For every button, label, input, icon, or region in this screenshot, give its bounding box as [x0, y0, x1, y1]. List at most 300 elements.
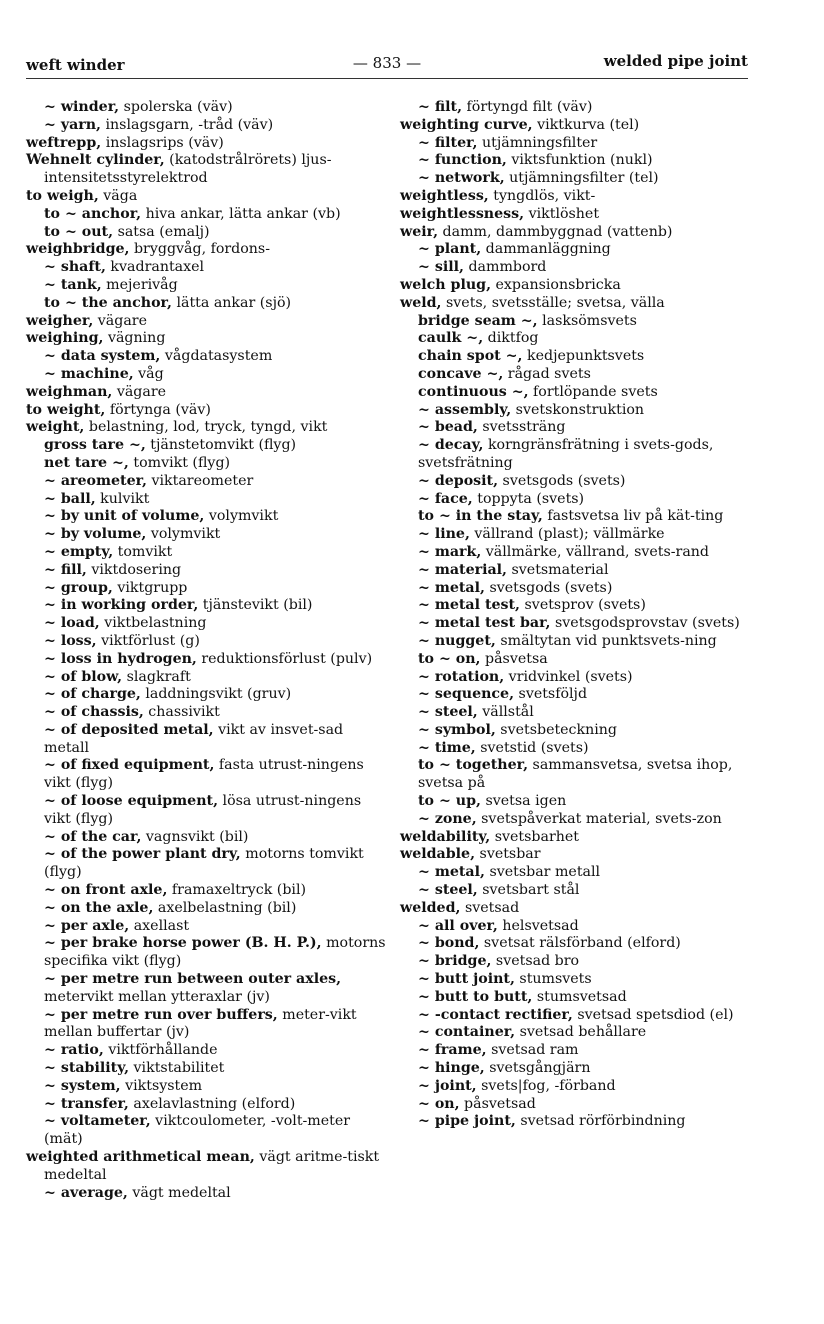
- entry-translation: diktfog: [483, 330, 539, 347]
- entry-headword: ~ assembly,: [418, 401, 512, 418]
- entry-headword: welded,: [400, 899, 461, 916]
- entry-translation: belastning, lod, tryck, tyngd, vikt: [84, 419, 328, 436]
- dictionary-entry: [400, 330, 760, 348]
- entry-headword: chain spot ~,: [418, 348, 523, 365]
- entry-headword: ~ decay,: [418, 437, 484, 454]
- dictionary-entry: [26, 846, 386, 882]
- dictionary-entry: [400, 846, 760, 864]
- entry-headword: bridge seam ~,: [418, 312, 538, 329]
- entry-translation: chassivikt: [143, 704, 220, 721]
- entry-translation: utjämningsfilter: [477, 134, 598, 151]
- dictionary-entry: [26, 1042, 386, 1060]
- entry-translation: svetsgångjärn: [484, 1060, 591, 1077]
- entry-translation: tjänstevikt (bil): [198, 597, 313, 614]
- dictionary-entry: [26, 1113, 386, 1149]
- entry-headword: to weight,: [26, 401, 106, 418]
- dictionary-entry: [400, 366, 760, 384]
- dictionary-entry: [400, 419, 760, 437]
- dictionary-entry: [26, 882, 386, 900]
- entry-headword: ~ face,: [418, 490, 473, 507]
- entry-translation: svetsprov (svets): [520, 597, 646, 614]
- dictionary-entry: [400, 918, 760, 936]
- entry-headword: ~ frame,: [418, 1042, 487, 1059]
- entry-headword: ~ on,: [418, 1095, 460, 1112]
- entry-headword: ~ on front axle,: [44, 882, 168, 899]
- entry-translation: viktsystem: [120, 1077, 203, 1094]
- entry-translation: viktbelastning: [99, 615, 207, 632]
- entry-translation: (katodstrålrörets) ljus-intensitetsstyrelektrod: [44, 152, 332, 187]
- entry-headword: to ~ out,: [44, 223, 114, 240]
- dictionary-entry: [400, 722, 760, 740]
- entry-translation: axelavlastning (elford): [128, 1095, 296, 1112]
- entry-headword: ~ bead,: [418, 419, 478, 436]
- entry-translation: svetsad spetsdiod (el): [572, 1006, 734, 1023]
- entry-translation: svets, svetsställe; svetsa, välla: [441, 294, 665, 311]
- entry-translation: toppyta (svets): [472, 490, 585, 507]
- entry-translation: lasksömsvets: [537, 312, 637, 329]
- entry-translation: meter-vikt mellan buffertar (jv): [44, 1006, 357, 1041]
- entry-headword: ~ metal test,: [418, 597, 521, 614]
- entry-translation: expansionsbricka: [491, 276, 621, 293]
- dictionary-entry: [26, 491, 386, 509]
- dictionary-entry: [26, 259, 386, 277]
- entry-headword: weigher,: [26, 312, 94, 329]
- dictionary-entry: [400, 1078, 760, 1096]
- dictionary-entry: [26, 473, 386, 491]
- dictionary-entry: [400, 1042, 760, 1060]
- entry-translation: svetsbarhet: [490, 828, 579, 845]
- dictionary-entry: [400, 1113, 760, 1131]
- entry-translation: kulvikt: [95, 490, 150, 507]
- entry-headword: ~ line,: [418, 526, 470, 543]
- dictionary-entry: [400, 437, 760, 473]
- dictionary-entry: [26, 437, 386, 455]
- dictionary-entry: [400, 704, 760, 722]
- dictionary-entry: [26, 206, 386, 224]
- entry-headword: weighing,: [26, 330, 104, 347]
- entry-headword: ~ of charge,: [44, 686, 141, 703]
- entry-headword: ~ ratio,: [44, 1042, 104, 1059]
- entry-translation: vägt aritme-tiskt medeltal: [44, 1149, 380, 1183]
- entry-translation: fasta utrust-ningens vikt (flyg): [44, 757, 364, 792]
- dictionary-entry: [26, 1096, 386, 1114]
- dictionary-entry: [26, 1149, 386, 1185]
- dictionary-entry: [400, 135, 760, 153]
- entry-translation: viktförhållande: [103, 1042, 218, 1059]
- entry-translation: volymvikt: [146, 526, 221, 543]
- entry-headword: ~ metal test bar,: [418, 615, 551, 632]
- dictionary-entry: [400, 473, 760, 491]
- dictionary-entry: [400, 580, 760, 598]
- entry-translation: metervikt mellan ytteraxlar (jv): [44, 988, 270, 1005]
- entry-translation: viktgrupp: [112, 579, 188, 596]
- entry-translation: smältytan vid punktsvets-ning: [495, 632, 717, 649]
- entry-translation: svetsad rörförbindning: [515, 1113, 686, 1130]
- dictionary-entry: [26, 793, 386, 829]
- dictionary-entry: [400, 686, 760, 704]
- entry-headword: to ~ anchor,: [44, 205, 142, 222]
- dictionary-entry: [400, 152, 760, 170]
- entry-translation: väga: [98, 187, 138, 204]
- entry-headword: ~ nugget,: [418, 632, 496, 649]
- entry-headword: ~ voltameter,: [44, 1113, 151, 1130]
- dictionary-entry: [26, 295, 386, 313]
- entry-headword: ~ loss,: [44, 632, 97, 649]
- entry-translation: viktcoulometer, -volt-meter (mät): [44, 1113, 351, 1148]
- entry-translation: vridvinkel (svets): [504, 668, 633, 685]
- entry-headword: ~ symbol,: [418, 721, 496, 738]
- entry-translation: mejerivåg: [101, 276, 178, 293]
- dictionary-entry: [400, 615, 760, 633]
- dictionary-entry: [400, 188, 760, 206]
- entry-headword: ~ deposit,: [418, 472, 499, 489]
- entry-translation: svetstid (svets): [475, 739, 589, 756]
- dictionary-entry: [400, 348, 760, 366]
- dictionary-entry: [26, 597, 386, 615]
- dictionary-entry: [26, 152, 386, 188]
- entry-headword: ~ network,: [418, 170, 505, 187]
- dictionary-entry: [400, 277, 760, 295]
- entry-headword: to ~ on,: [418, 650, 481, 667]
- entry-translation: viktförlust (g): [96, 632, 200, 649]
- entry-headword: ~ system,: [44, 1077, 121, 1094]
- dictionary-entry: [26, 1078, 386, 1096]
- entry-translation: svetsbar: [475, 846, 541, 863]
- entry-headword: ~ stability,: [44, 1060, 130, 1077]
- entry-headword: weir,: [400, 223, 439, 240]
- dictionary-entry: [26, 651, 386, 669]
- entry-headword: ~ group,: [44, 579, 113, 596]
- dictionary-entry: [26, 330, 386, 348]
- entry-headword: weldable,: [400, 846, 476, 863]
- entry-translation: vägare: [93, 312, 147, 329]
- entry-translation: våg: [133, 365, 164, 382]
- dictionary-entry: [400, 811, 760, 829]
- dictionary-entry: [26, 402, 386, 420]
- dictionary-entry: [400, 793, 760, 811]
- entry-translation: motorns tomvikt (flyg): [44, 846, 364, 881]
- entry-headword: ~ hinge,: [418, 1060, 485, 1077]
- entry-headword: ~ tank,: [44, 276, 102, 293]
- dictionary-entry: [400, 1060, 760, 1078]
- entry-headword: ~ per axle,: [44, 917, 130, 934]
- dictionary-entry: [26, 224, 386, 242]
- entry-headword: ~ steel,: [418, 882, 478, 899]
- entry-headword: weighman,: [26, 383, 113, 400]
- entry-headword: ~ on the axle,: [44, 899, 154, 916]
- dictionary-entry: [26, 686, 386, 704]
- header-rule: [26, 78, 748, 79]
- dictionary-entry: [26, 900, 386, 918]
- entry-headword: weldability,: [400, 828, 491, 845]
- entry-translation: rågad svets: [503, 365, 591, 382]
- entry-headword: gross tare ~,: [44, 437, 146, 454]
- entry-headword: continuous ~,: [418, 383, 529, 400]
- entry-translation: stumsvets: [514, 971, 592, 988]
- dictionary-entry: [400, 882, 760, 900]
- dictionary-entry: [400, 669, 760, 687]
- dictionary-entry: [26, 757, 386, 793]
- dictionary-entry: [26, 135, 386, 153]
- entry-translation: lösa utrust-ningens vikt (flyg): [44, 793, 362, 827]
- entry-headword: ~ areometer,: [44, 472, 147, 489]
- entry-headword: ~ average,: [44, 1184, 128, 1201]
- entry-headword: ~ of fixed equipment,: [44, 757, 215, 774]
- dictionary-entry: [400, 651, 760, 669]
- entry-headword: weftrepp,: [26, 134, 102, 151]
- header-guide-word-right: welded pipe joint: [603, 52, 748, 70]
- entry-headword: ~ sill,: [418, 259, 464, 276]
- entry-translation: svetsat rälsförband (elford): [479, 935, 681, 952]
- page-header: [26, 50, 748, 78]
- entry-headword: ~ -contact rectifier,: [418, 1006, 573, 1023]
- dictionary-entry: [26, 455, 386, 473]
- entry-headword: ~ time,: [418, 739, 476, 756]
- entry-headword: to ~ up,: [418, 793, 481, 810]
- dictionary-entry: [400, 971, 760, 989]
- entry-headword: weld,: [400, 294, 442, 311]
- entry-translation: viktdosering: [86, 561, 182, 578]
- entry-translation: bryggvåg, fordons-: [129, 241, 271, 258]
- dictionary-entry: [400, 1007, 760, 1025]
- entry-translation: svetsföljd: [514, 686, 588, 703]
- entry-headword: ~ yarn,: [44, 116, 101, 133]
- entry-headword: ~ mark,: [418, 543, 482, 560]
- entry-translation: påsvetsad: [459, 1095, 536, 1112]
- dictionary-entry: [26, 366, 386, 384]
- entry-headword: to weigh,: [26, 187, 99, 204]
- entry-translation: vällrand (plast); vällmärke: [469, 526, 665, 543]
- entry-translation: vägare: [112, 383, 167, 400]
- entry-translation: viktareometer: [146, 472, 254, 489]
- entry-translation: lätta ankar (sjö): [171, 294, 292, 311]
- dictionary-entry: [26, 918, 386, 936]
- entry-translation: svetsgods (svets): [498, 472, 626, 489]
- entry-translation: dammanläggning: [481, 241, 611, 258]
- dictionary-entry: [26, 580, 386, 598]
- entry-translation: svetsbart stål: [477, 882, 580, 899]
- entry-translation: vällmärke, vällrand, svets-rand: [481, 543, 710, 560]
- dictionary-entry: [400, 757, 760, 793]
- entry-translation: dammbord: [463, 259, 547, 276]
- entry-translation: svetsa igen: [480, 793, 567, 810]
- entry-translation: svetskonstruktion: [511, 401, 645, 418]
- entry-translation: vägt medeltal: [127, 1184, 231, 1201]
- entry-translation: förtynga (väv): [105, 401, 211, 418]
- dictionary-entry: [400, 900, 760, 918]
- dictionary-entry: [26, 277, 386, 295]
- dictionary-entry: [400, 597, 760, 615]
- entry-translation: svetsad ram: [486, 1042, 579, 1059]
- entry-translation: svetsad bro: [491, 953, 580, 970]
- entry-translation: slagkraft: [122, 668, 191, 685]
- dictionary-entry: [26, 241, 386, 259]
- entry-headword: ~ all over,: [418, 917, 498, 934]
- entry-headword: weightlessness,: [400, 205, 525, 222]
- entry-translation: helsvetsad: [497, 917, 579, 934]
- entry-headword: ~ of blow,: [44, 668, 123, 685]
- entry-translation: kvadrantaxel: [105, 259, 205, 276]
- dictionary-entry: [400, 633, 760, 651]
- entry-headword: ~ of loose equipment,: [44, 793, 219, 810]
- entry-headword: ~ of the power plant dry,: [44, 846, 241, 863]
- dictionary-entry: [400, 224, 760, 242]
- dictionary-entry: [26, 615, 386, 633]
- entry-headword: net tare ~,: [44, 454, 129, 471]
- dictionary-entry: [26, 633, 386, 651]
- entry-translation: svetsad behållare: [515, 1024, 647, 1041]
- entry-headword: ~ shaft,: [44, 259, 106, 276]
- dictionary-entry: [26, 829, 386, 847]
- dictionary-entry: [26, 544, 386, 562]
- entry-translation: fortlöpande svets: [528, 383, 658, 400]
- entry-headword: weighbridge,: [26, 241, 130, 258]
- entry-translation: svets|fog, -förband: [476, 1077, 616, 1094]
- entry-translation: vågdatasystem: [160, 348, 273, 365]
- dictionary-entry: [400, 526, 760, 544]
- entry-translation: hiva ankar, lätta ankar (vb): [141, 205, 341, 222]
- entry-headword: ~ per brake horse power (B. H. P.),: [44, 935, 322, 952]
- entry-translation: volymvikt: [204, 508, 279, 525]
- header-guide-word-left: weft winder: [26, 56, 125, 74]
- entry-headword: caulk ~,: [418, 330, 484, 347]
- entry-headword: ~ pipe joint,: [418, 1113, 516, 1130]
- dictionary-entry: [400, 935, 760, 953]
- entry-headword: ~ container,: [418, 1024, 516, 1041]
- entry-translation: axellast: [129, 917, 190, 934]
- entry-translation: svetspåverkat material, svets-zon: [476, 810, 722, 827]
- dictionary-entry: [26, 348, 386, 366]
- entry-headword: ~ metal,: [418, 579, 485, 596]
- dictionary-entry: [400, 402, 760, 420]
- dictionary-entry: [26, 1060, 386, 1078]
- dictionary-entry: [400, 740, 760, 758]
- dictionary-entry: [26, 971, 386, 1007]
- entry-headword: ~ joint,: [418, 1077, 477, 1094]
- dictionary-entry: [400, 99, 760, 117]
- entry-headword: ~ material,: [418, 561, 507, 578]
- dictionary-entry: [400, 544, 760, 562]
- entry-translation: fastsvetsa liv på kät-ting: [542, 508, 724, 525]
- entry-headword: Wehnelt cylinder,: [26, 152, 165, 169]
- entry-translation: svetsmaterial: [507, 561, 609, 578]
- entry-translation: svetsgods (svets): [484, 579, 613, 596]
- entry-translation: svetssträng: [477, 419, 566, 436]
- dictionary-entry: [400, 491, 760, 509]
- entry-headword: ~ plant,: [418, 241, 482, 258]
- entry-headword: to ~ in the stay,: [418, 508, 543, 525]
- entry-translation: motorns specifika vikt (flyg): [44, 935, 386, 970]
- entry-headword: ~ butt to butt,: [418, 988, 533, 1005]
- entry-headword: ~ fill,: [44, 561, 87, 578]
- dictionary-entry: [400, 953, 760, 971]
- dictionary-entry: [26, 722, 386, 758]
- dictionary-entry: [26, 526, 386, 544]
- entry-headword: ~ data system,: [44, 348, 161, 365]
- entry-translation: korngränsfrätning i svets-gods, svetsfrätning: [418, 437, 714, 471]
- dictionary-entry: [26, 1007, 386, 1043]
- entry-translation: satsa (emalj): [113, 223, 210, 240]
- dictionary-entry: [400, 313, 760, 331]
- entry-headword: ~ per metre run over buffers,: [44, 1006, 278, 1023]
- dictionary-entry: [26, 188, 386, 206]
- entry-headword: ~ loss in hydrogen,: [44, 650, 197, 667]
- right-column: [400, 99, 760, 1131]
- dictionary-entry: [26, 99, 386, 117]
- dictionary-entry: [26, 704, 386, 722]
- dictionary-entry: [400, 829, 760, 847]
- entry-headword: ~ ball,: [44, 490, 96, 507]
- dictionary-entry: [400, 1024, 760, 1042]
- entry-translation: inslagsgarn, -tråd (väv): [101, 116, 274, 133]
- entry-headword: ~ empty,: [44, 543, 114, 560]
- entry-headword: weighting curve,: [400, 116, 533, 133]
- dictionary-entry: [400, 206, 760, 224]
- entry-translation: viktkurva (tel): [532, 116, 640, 133]
- dictionary-entry: [26, 508, 386, 526]
- entry-headword: ~ transfer,: [44, 1095, 129, 1112]
- entry-headword: ~ of deposited metal,: [44, 721, 214, 738]
- entry-headword: ~ machine,: [44, 365, 134, 382]
- dictionary-entry: [400, 508, 760, 526]
- dictionary-entry: [26, 1185, 386, 1203]
- entry-headword: ~ bond,: [418, 935, 480, 952]
- entry-translation: påsvetsa: [480, 650, 548, 667]
- entry-headword: ~ in working order,: [44, 597, 199, 614]
- dictionary-entry: [400, 259, 760, 277]
- entry-translation: reduktionsförlust (pulv): [196, 650, 373, 667]
- entry-translation: tomvikt: [113, 543, 173, 560]
- entry-headword: ~ of chassis,: [44, 704, 144, 721]
- entry-headword: ~ metal,: [418, 864, 485, 881]
- entry-headword: ~ of the car,: [44, 828, 142, 845]
- entry-translation: svetsgodsprovstav (svets): [550, 615, 740, 632]
- entry-translation: kedjepunktsvets: [522, 348, 645, 365]
- entry-translation: axelbelastning (bil): [153, 899, 297, 916]
- dictionary-entry: [400, 170, 760, 188]
- entry-translation: förtyngd filt (väv): [462, 99, 593, 115]
- entry-translation: viktsfunktion (nukl): [506, 152, 653, 169]
- entry-translation: spolerska (väv): [119, 99, 233, 115]
- entry-headword: ~ butt joint,: [418, 971, 515, 988]
- dictionary-entry: [26, 935, 386, 971]
- entry-headword: ~ sequence,: [418, 686, 515, 703]
- entry-translation: tyngdlös, vikt-: [488, 187, 596, 204]
- entry-translation: tjänstetomvikt (flyg): [145, 437, 297, 454]
- dictionary-entry: [400, 1096, 760, 1114]
- entry-translation: svetsbeteckning: [495, 721, 617, 738]
- entry-translation: svetsbar metall: [484, 864, 601, 881]
- dictionary-entry: [400, 864, 760, 882]
- entry-headword: ~ by volume,: [44, 526, 147, 543]
- dictionary-entry: [400, 989, 760, 1007]
- entry-translation: utjämningsfilter (tel): [504, 170, 659, 187]
- left-column: [26, 99, 386, 1202]
- entry-headword: ~ function,: [418, 152, 507, 169]
- dictionary-entry: [400, 384, 760, 402]
- entry-translation: laddningsvikt (gruv): [140, 686, 292, 703]
- entry-headword: concave ~,: [418, 365, 504, 382]
- entry-translation: vällstål: [477, 704, 534, 721]
- dictionary-entry: [26, 384, 386, 402]
- dictionary-entry: [26, 419, 386, 437]
- entry-headword: welch plug,: [400, 276, 492, 293]
- dictionary-entry: [26, 117, 386, 135]
- dictionary-entry: [400, 295, 760, 313]
- entry-translation: vägning: [103, 330, 166, 347]
- entry-headword: ~ winder,: [44, 99, 120, 115]
- entry-translation: framaxeltryck (bil): [167, 882, 307, 899]
